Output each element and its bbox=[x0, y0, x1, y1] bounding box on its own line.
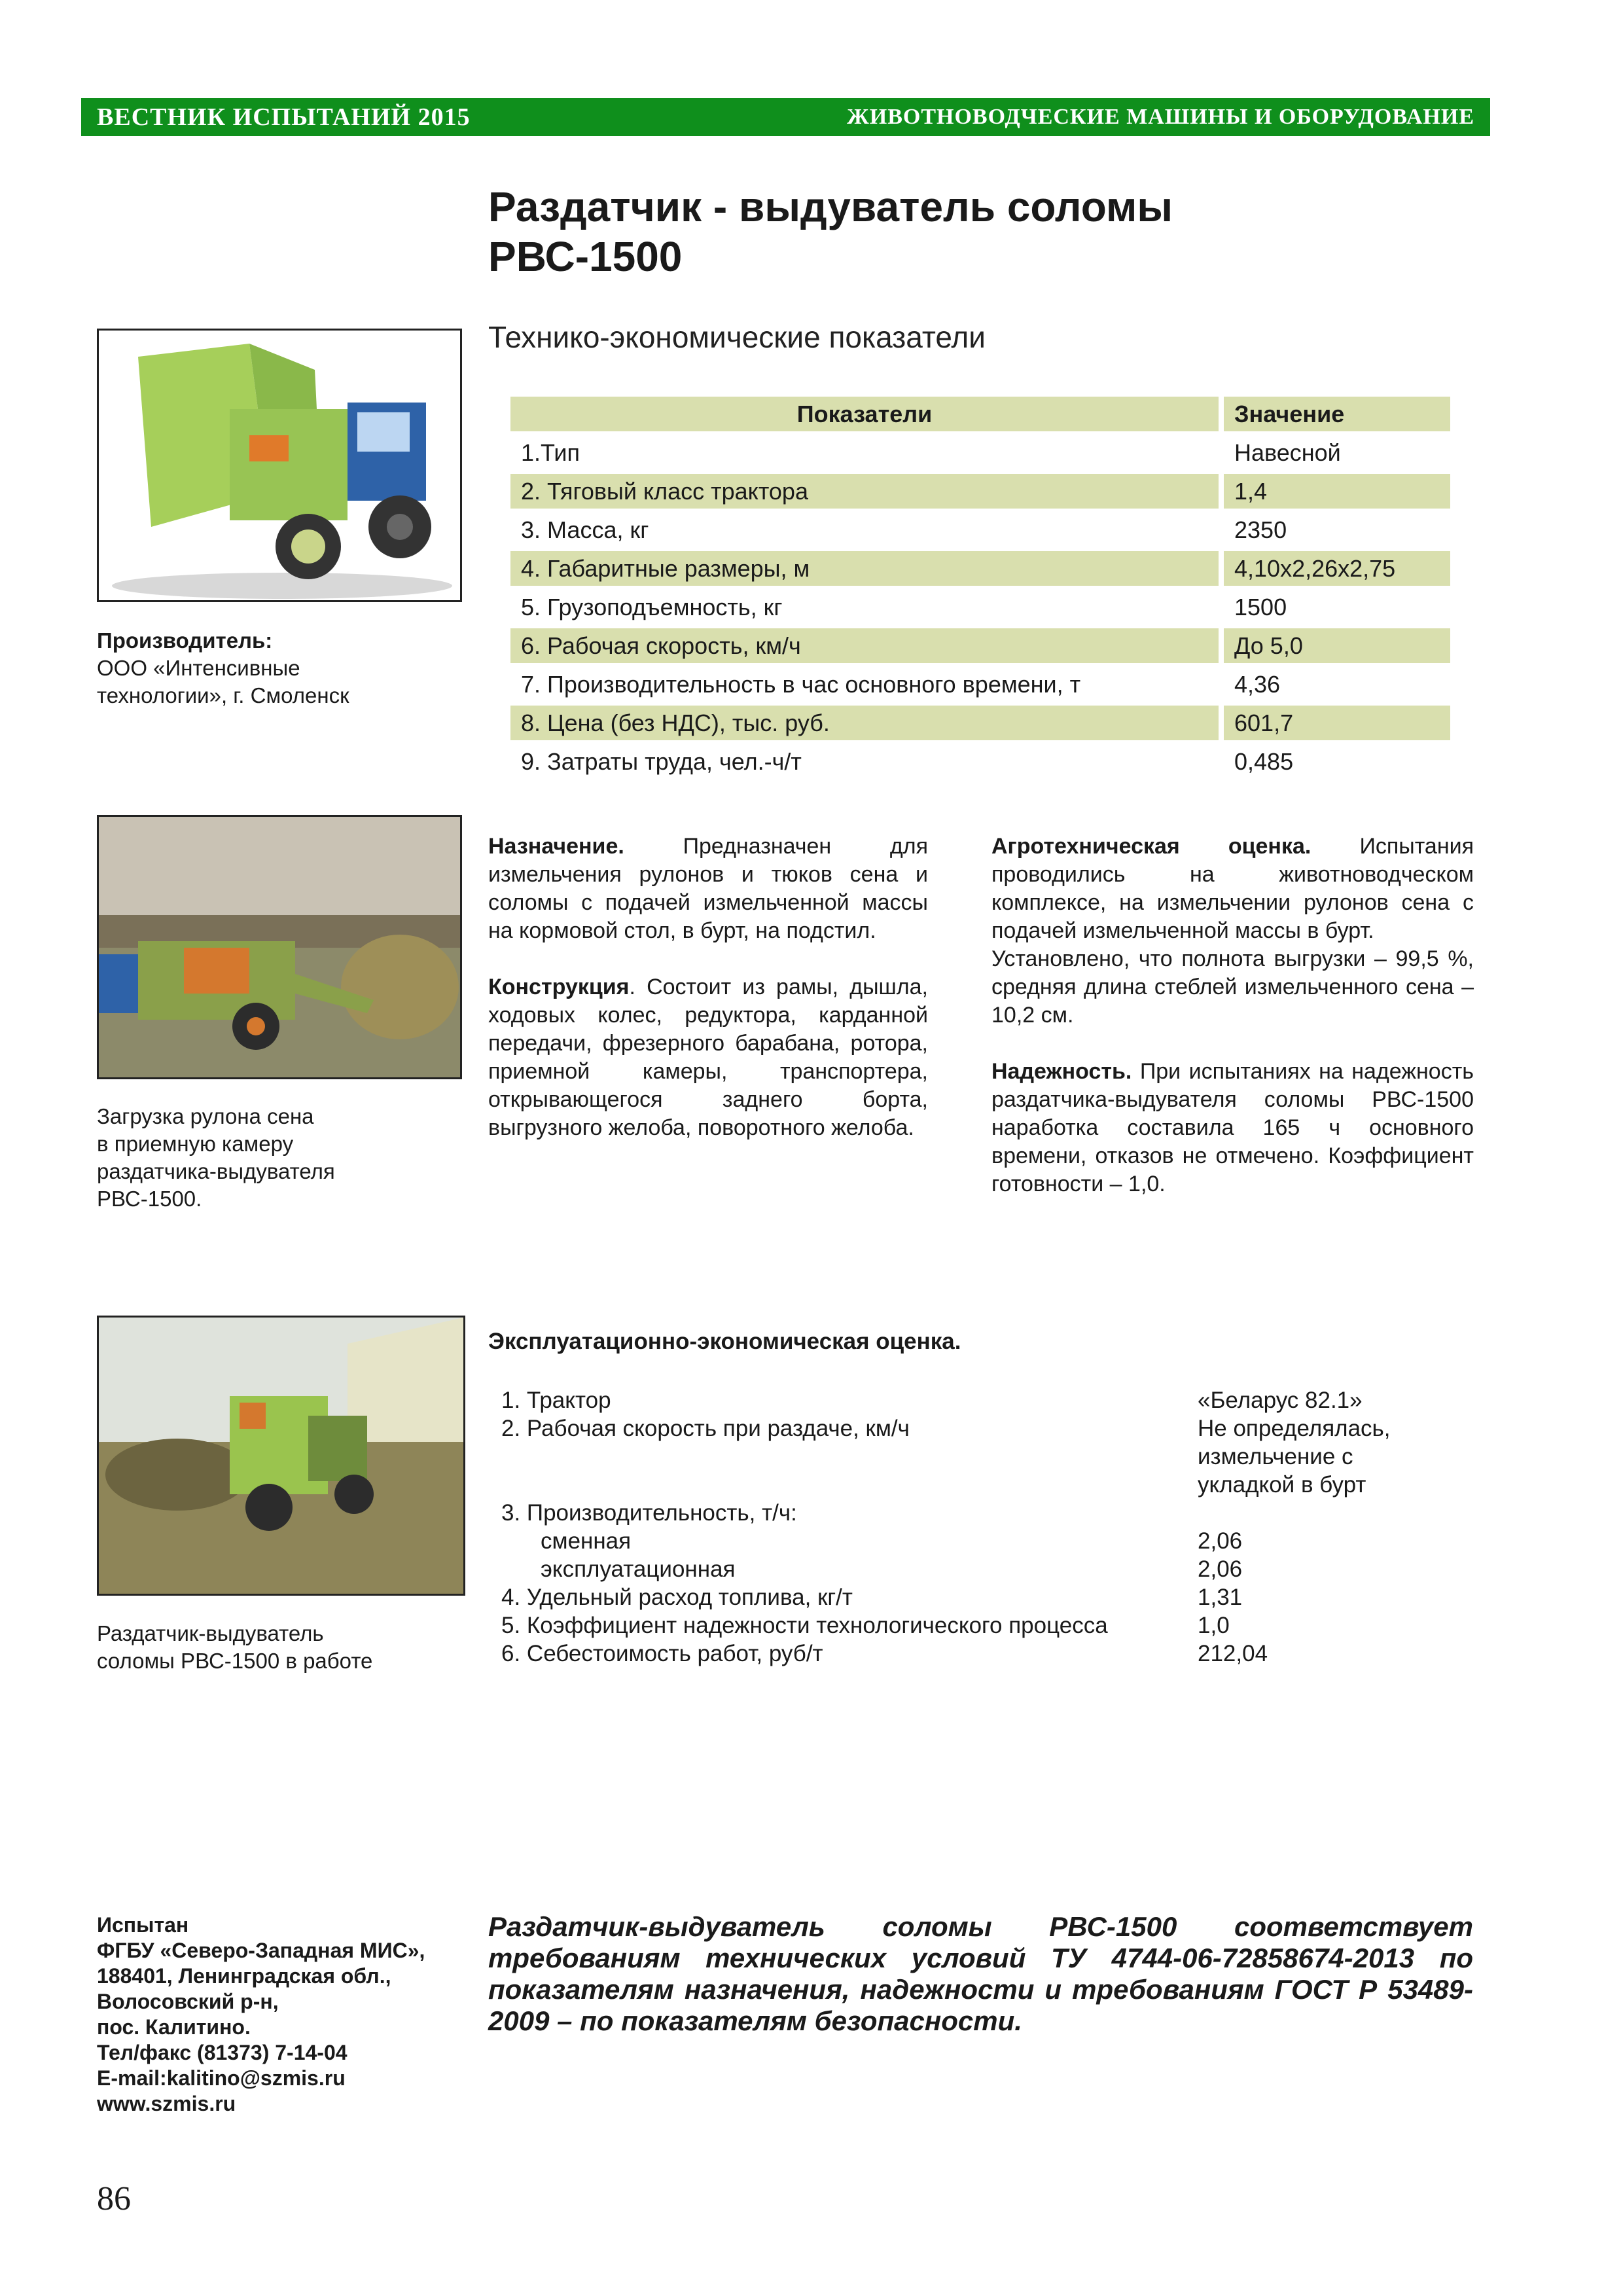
tested-line: Тел/факс (81373) 7-14-04 bbox=[97, 2041, 348, 2064]
column-header: Показатели bbox=[510, 397, 1219, 431]
eco-label: 1. Трактор bbox=[501, 1388, 611, 1413]
table-cell: 1500 bbox=[1234, 593, 1287, 620]
eco-label: 3. Производительность, т/ч: bbox=[501, 1500, 797, 1526]
tested-line: Волосовский р-н, bbox=[97, 1990, 279, 2013]
table-cell: 5. Грузоподъемность, кг bbox=[521, 593, 783, 620]
loading-photo bbox=[97, 815, 462, 1079]
eco-value: 2,06 bbox=[1198, 1556, 1243, 1582]
agro-paragraph-2 bbox=[991, 945, 1474, 1030]
working-photo bbox=[97, 1316, 465, 1596]
conclusion-text: Раздатчик-выдуватель соломы РВС-1500 соответствует требованиям технических условий ТУ 4744-06-72858674-2013 по показателям назначения, надежности и требованиям ГОСТ Р 53489-2009 – по показателям безопасности. bbox=[488, 1911, 1473, 2036]
manufacturer-line-1: ООО «Интенсивные bbox=[97, 656, 300, 680]
table-row bbox=[510, 628, 1450, 663]
caption-line: в приемную камеру bbox=[97, 1132, 294, 1156]
column-header: Значение bbox=[1224, 397, 1450, 431]
tested-line: пос. Калитино. bbox=[97, 2015, 251, 2039]
spec-table bbox=[505, 393, 1455, 783]
eco-value: 1,0 bbox=[1198, 1613, 1230, 1638]
design-paragraph bbox=[488, 973, 928, 1142]
title-line-2: РВС-1500 bbox=[488, 233, 683, 280]
list-item bbox=[501, 1386, 1483, 1414]
eco-value: 1,31 bbox=[1198, 1585, 1243, 1610]
table-header-row bbox=[510, 397, 1450, 431]
purpose-paragraph bbox=[488, 833, 928, 945]
eco-value: укладкой в бурт bbox=[1198, 1472, 1366, 1498]
loading-caption bbox=[97, 1103, 463, 1213]
tested-line: ФГБУ «Северо-Западная МИС», bbox=[97, 1939, 425, 1962]
table-cell: 9. Затраты труда, чел.-ч/т bbox=[521, 747, 802, 775]
list-item bbox=[501, 1583, 1483, 1611]
table-cell: 601,7 bbox=[1224, 706, 1450, 740]
working-illustration bbox=[99, 1318, 463, 1594]
table-cell: 4. Габаритные размеры, м bbox=[510, 551, 1219, 586]
manufacturer-label: Производитель: bbox=[97, 628, 273, 653]
list-item bbox=[501, 1611, 1483, 1640]
table-row bbox=[510, 706, 1450, 740]
design-label: Конструкция bbox=[488, 975, 630, 999]
table-cell: 2350 bbox=[1234, 516, 1287, 543]
table-row bbox=[510, 551, 1450, 586]
title-line-1: Раздатчик - выдуватель соломы bbox=[488, 183, 1173, 230]
tested-line: E-mail:kalitino@szmis.ru bbox=[97, 2066, 346, 2090]
table-row bbox=[510, 744, 1450, 779]
design-text: . Состоит из рамы, дышла, ходовых колес, редуктора, карданной передачи, фрезерного барабана, ротора, приемной камеры, транспортера, открывающегося заднего борта, выгрузного желоба, поворотного желоба. bbox=[488, 975, 928, 1140]
tested-line: 188401, Ленинградская обл., bbox=[97, 1964, 391, 1988]
eco-value: Не определялась, bbox=[1198, 1416, 1391, 1441]
list-item bbox=[501, 1414, 1483, 1443]
list-item bbox=[501, 1499, 1483, 1527]
eco-value: 212,04 bbox=[1198, 1641, 1268, 1666]
caption-line: соломы РВС-1500 в работе bbox=[97, 1649, 373, 1673]
list-item bbox=[501, 1443, 1483, 1471]
table-cell: 2. Тяговый класс трактора bbox=[510, 474, 1219, 509]
eco-label: 4. Удельный расход топлива, кг/т bbox=[501, 1585, 853, 1610]
page-title bbox=[488, 182, 1470, 281]
table-cell: До 5,0 bbox=[1224, 628, 1450, 663]
manufacturer-line-2: технологии», г. Смоленск bbox=[97, 683, 349, 708]
agro-label: Агротехническая оценка. bbox=[991, 834, 1311, 859]
eco-label: 6. Себестоимость работ, руб/т bbox=[501, 1641, 823, 1666]
purpose-label: Назначение. bbox=[488, 834, 624, 859]
eco-label: эксплуатационная bbox=[541, 1556, 736, 1582]
working-caption bbox=[97, 1620, 463, 1675]
reliability-label: Надежность. bbox=[991, 1059, 1132, 1084]
eco-label: сменная bbox=[541, 1528, 632, 1554]
table-cell: 3. Масса, кг bbox=[521, 516, 649, 543]
table-cell: 0,485 bbox=[1234, 747, 1294, 775]
section-title: ЖИВОТНОВОДЧЕСКИЕ МАШИНЫ И ОБОРУДОВАНИЕ bbox=[847, 105, 1474, 129]
manufacturer-block bbox=[97, 627, 463, 709]
caption-line: Загрузка рулона сена bbox=[97, 1104, 314, 1128]
reliability-paragraph bbox=[991, 1058, 1474, 1198]
tested-by-block bbox=[97, 1912, 463, 2117]
header-band bbox=[81, 98, 1490, 136]
table-cell: 1.Тип bbox=[521, 439, 580, 466]
page-number: 86 bbox=[97, 2180, 131, 2217]
machine-illustration bbox=[99, 331, 460, 600]
eco-title: Эксплуатационно-экономическая оценка. bbox=[488, 1329, 961, 1354]
eco-list bbox=[501, 1386, 1483, 1668]
list-item bbox=[501, 1555, 1483, 1583]
table-row bbox=[510, 474, 1450, 509]
table-cell: 6. Рабочая скорость, км/ч bbox=[510, 628, 1219, 663]
table-row bbox=[510, 435, 1450, 470]
tested-line: www.szmis.ru bbox=[97, 2092, 236, 2115]
eco-label: 2. Рабочая скорость при раздаче, км/ч bbox=[501, 1416, 910, 1441]
agro-text-2: Установлено, что полнота выгрузки – 99,5 %, средняя длина стеблей измельченного сена – 10,2 см. bbox=[991, 946, 1474, 1028]
eco-label: 5. Коэффициент надежности технологического процесса bbox=[501, 1613, 1108, 1638]
list-item bbox=[501, 1471, 1483, 1499]
table-cell: 4,36 bbox=[1234, 670, 1281, 698]
eco-value: измельчение с bbox=[1198, 1444, 1353, 1469]
agro-text: Испытания проводились на животноводческом комплексе, на измельчении рулонов сена с подачей измельченной массы в бурт. bbox=[991, 834, 1474, 943]
caption-line: Раздатчик-выдуватель bbox=[97, 1621, 324, 1645]
table-cell: 8. Цена (без НДС), тыс. руб. bbox=[510, 706, 1219, 740]
list-item bbox=[501, 1640, 1483, 1668]
right-text-column bbox=[991, 833, 1474, 1227]
tested-line: Испытан bbox=[97, 1913, 189, 1937]
table-row bbox=[510, 512, 1450, 547]
table-cell: Навесной bbox=[1234, 439, 1341, 466]
table-cell: 1,4 bbox=[1224, 474, 1450, 509]
table-row bbox=[510, 590, 1450, 624]
table-cell: 7. Производительность в час основного времени, т bbox=[521, 670, 1081, 698]
reliability-text: При испытаниях на надежность раздатчика-выдувателя соломы РВС-1500 наработка составила 165 ч основного времени, отказов не отмечено. Коэффициент готовности – 1,0. bbox=[991, 1059, 1474, 1196]
purpose-text: Предназначен для измельчения рулонов и тюков сена и соломы с подачей измельченной массы на кормовой стол, в бурт, на подстил. bbox=[488, 834, 928, 943]
left-text-column bbox=[488, 833, 928, 1170]
machine-photo bbox=[97, 329, 462, 602]
table-row bbox=[510, 667, 1450, 702]
caption-line: раздатчика-выдувателя bbox=[97, 1159, 335, 1183]
agro-paragraph bbox=[991, 833, 1474, 945]
section-subtitle: Технико-экономические показатели bbox=[488, 320, 986, 354]
journal-title: ВЕСТНИК ИСПЫТАНИЙ 2015 bbox=[97, 103, 471, 131]
table-cell: 4,10х2,26х2,75 bbox=[1224, 551, 1450, 586]
caption-line: РВС-1500. bbox=[97, 1187, 202, 1211]
eco-value: «Беларус 82.1» bbox=[1198, 1388, 1363, 1413]
list-item bbox=[501, 1527, 1483, 1555]
eco-value: 2,06 bbox=[1198, 1528, 1243, 1554]
loading-illustration bbox=[99, 817, 460, 1077]
